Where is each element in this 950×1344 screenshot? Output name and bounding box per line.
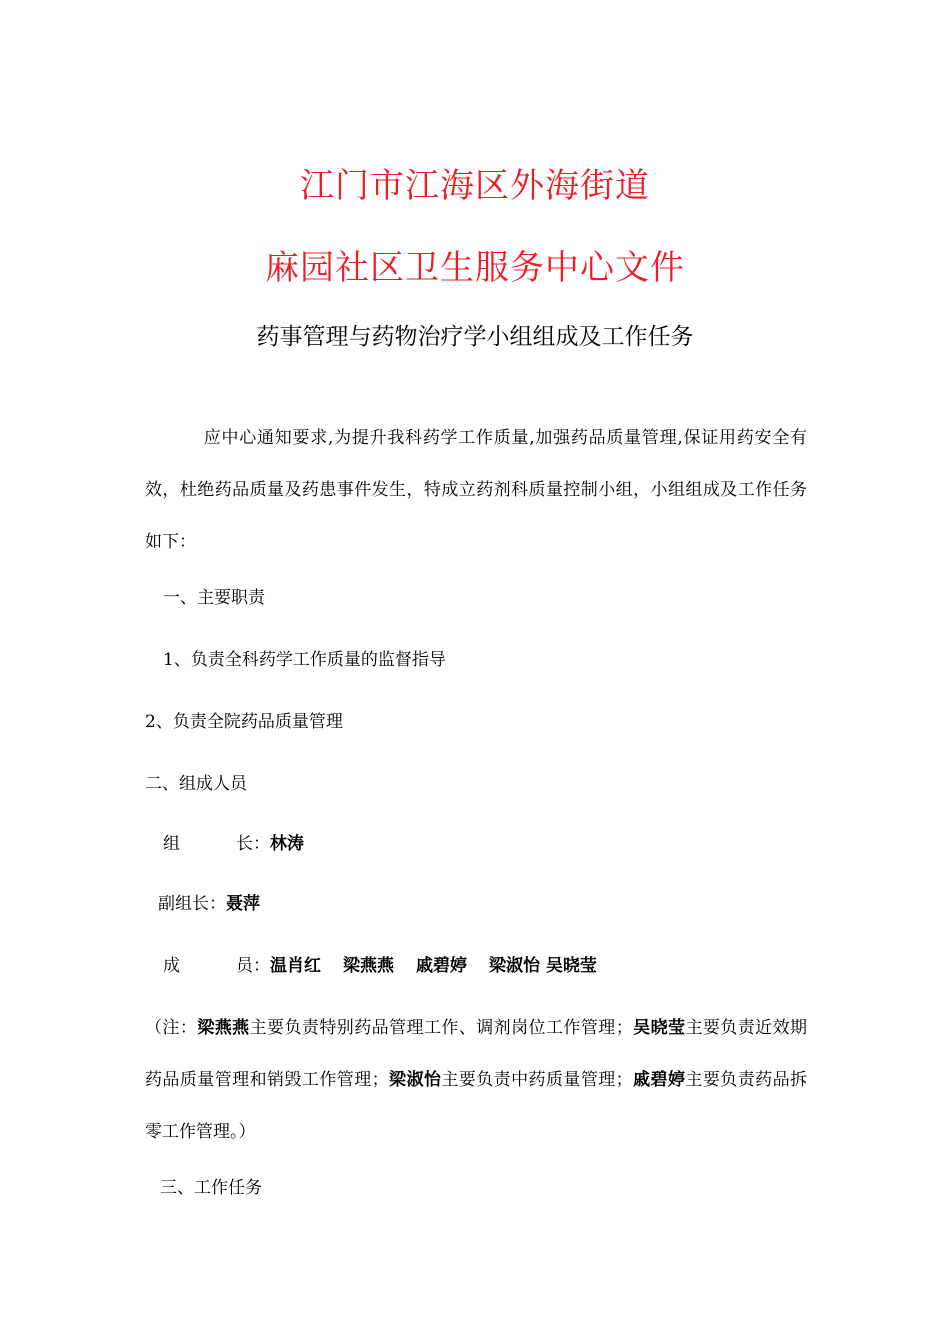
intro-paragraph [145, 412, 807, 568]
note-name: 戚碧婷 [632, 1070, 686, 1090]
member-name: 梁燕燕 [343, 956, 394, 976]
note-name: 梁燕燕 [197, 1018, 250, 1038]
section3-heading: 三、工作任务 [160, 1178, 262, 1198]
leader-name: 林涛 [270, 834, 304, 854]
note-name: 梁淑怡 [388, 1070, 442, 1090]
deputy-name: 聂萍 [226, 894, 260, 914]
intro-text: 应中心通知要求,为提升我科药学工作质量,加强药品质量管理,保证用药安全有效，杜绝药品质量及药患事件发生，特成立药剂科质量控制小组，小组组成及工作任务如下： [145, 428, 807, 552]
document-title-line2: 麻园社区卫生服务中心文件 [265, 248, 685, 288]
section1-item1: 1、负责全科药学工作质量的监督指导 [163, 650, 446, 670]
member-name: 温肖红 [270, 956, 321, 976]
section1-item2: 2、负责全院药品质量管理 [145, 712, 343, 732]
section2-heading: 二、组成人员 [145, 774, 247, 794]
deputy-label: 副组长： [158, 894, 226, 914]
members-label-b: 员： [236, 956, 270, 976]
leader-row [163, 832, 304, 856]
document-title-line1: 江门市江海区外海街道 [300, 166, 650, 206]
section1-heading: 一、主要职责 [163, 588, 265, 608]
leader-label-a: 组 [163, 834, 180, 854]
members-label-a: 成 [163, 956, 180, 976]
note-paragraph: （注：梁燕燕主要负责特别药品管理工作、调剂岗位工作管理；吴晓莹主要负责近效期药品质量管理和销毁工作管理；梁淑怡主要负责中药质量管理；戚碧婷主要负责药品拆零工作管理。） [145, 1018, 808, 1142]
deputy-row [158, 892, 260, 916]
leader-label-b: 长： [236, 834, 270, 854]
member-name: 戚碧婷 [416, 956, 467, 976]
document-subtitle: 药事管理与药物治疗学小组组成及工作任务 [256, 324, 694, 350]
members-row [163, 954, 597, 978]
member-name: 梁淑怡 吴晓莹 [489, 956, 597, 976]
note-name: 吴晓莹 [632, 1018, 686, 1038]
